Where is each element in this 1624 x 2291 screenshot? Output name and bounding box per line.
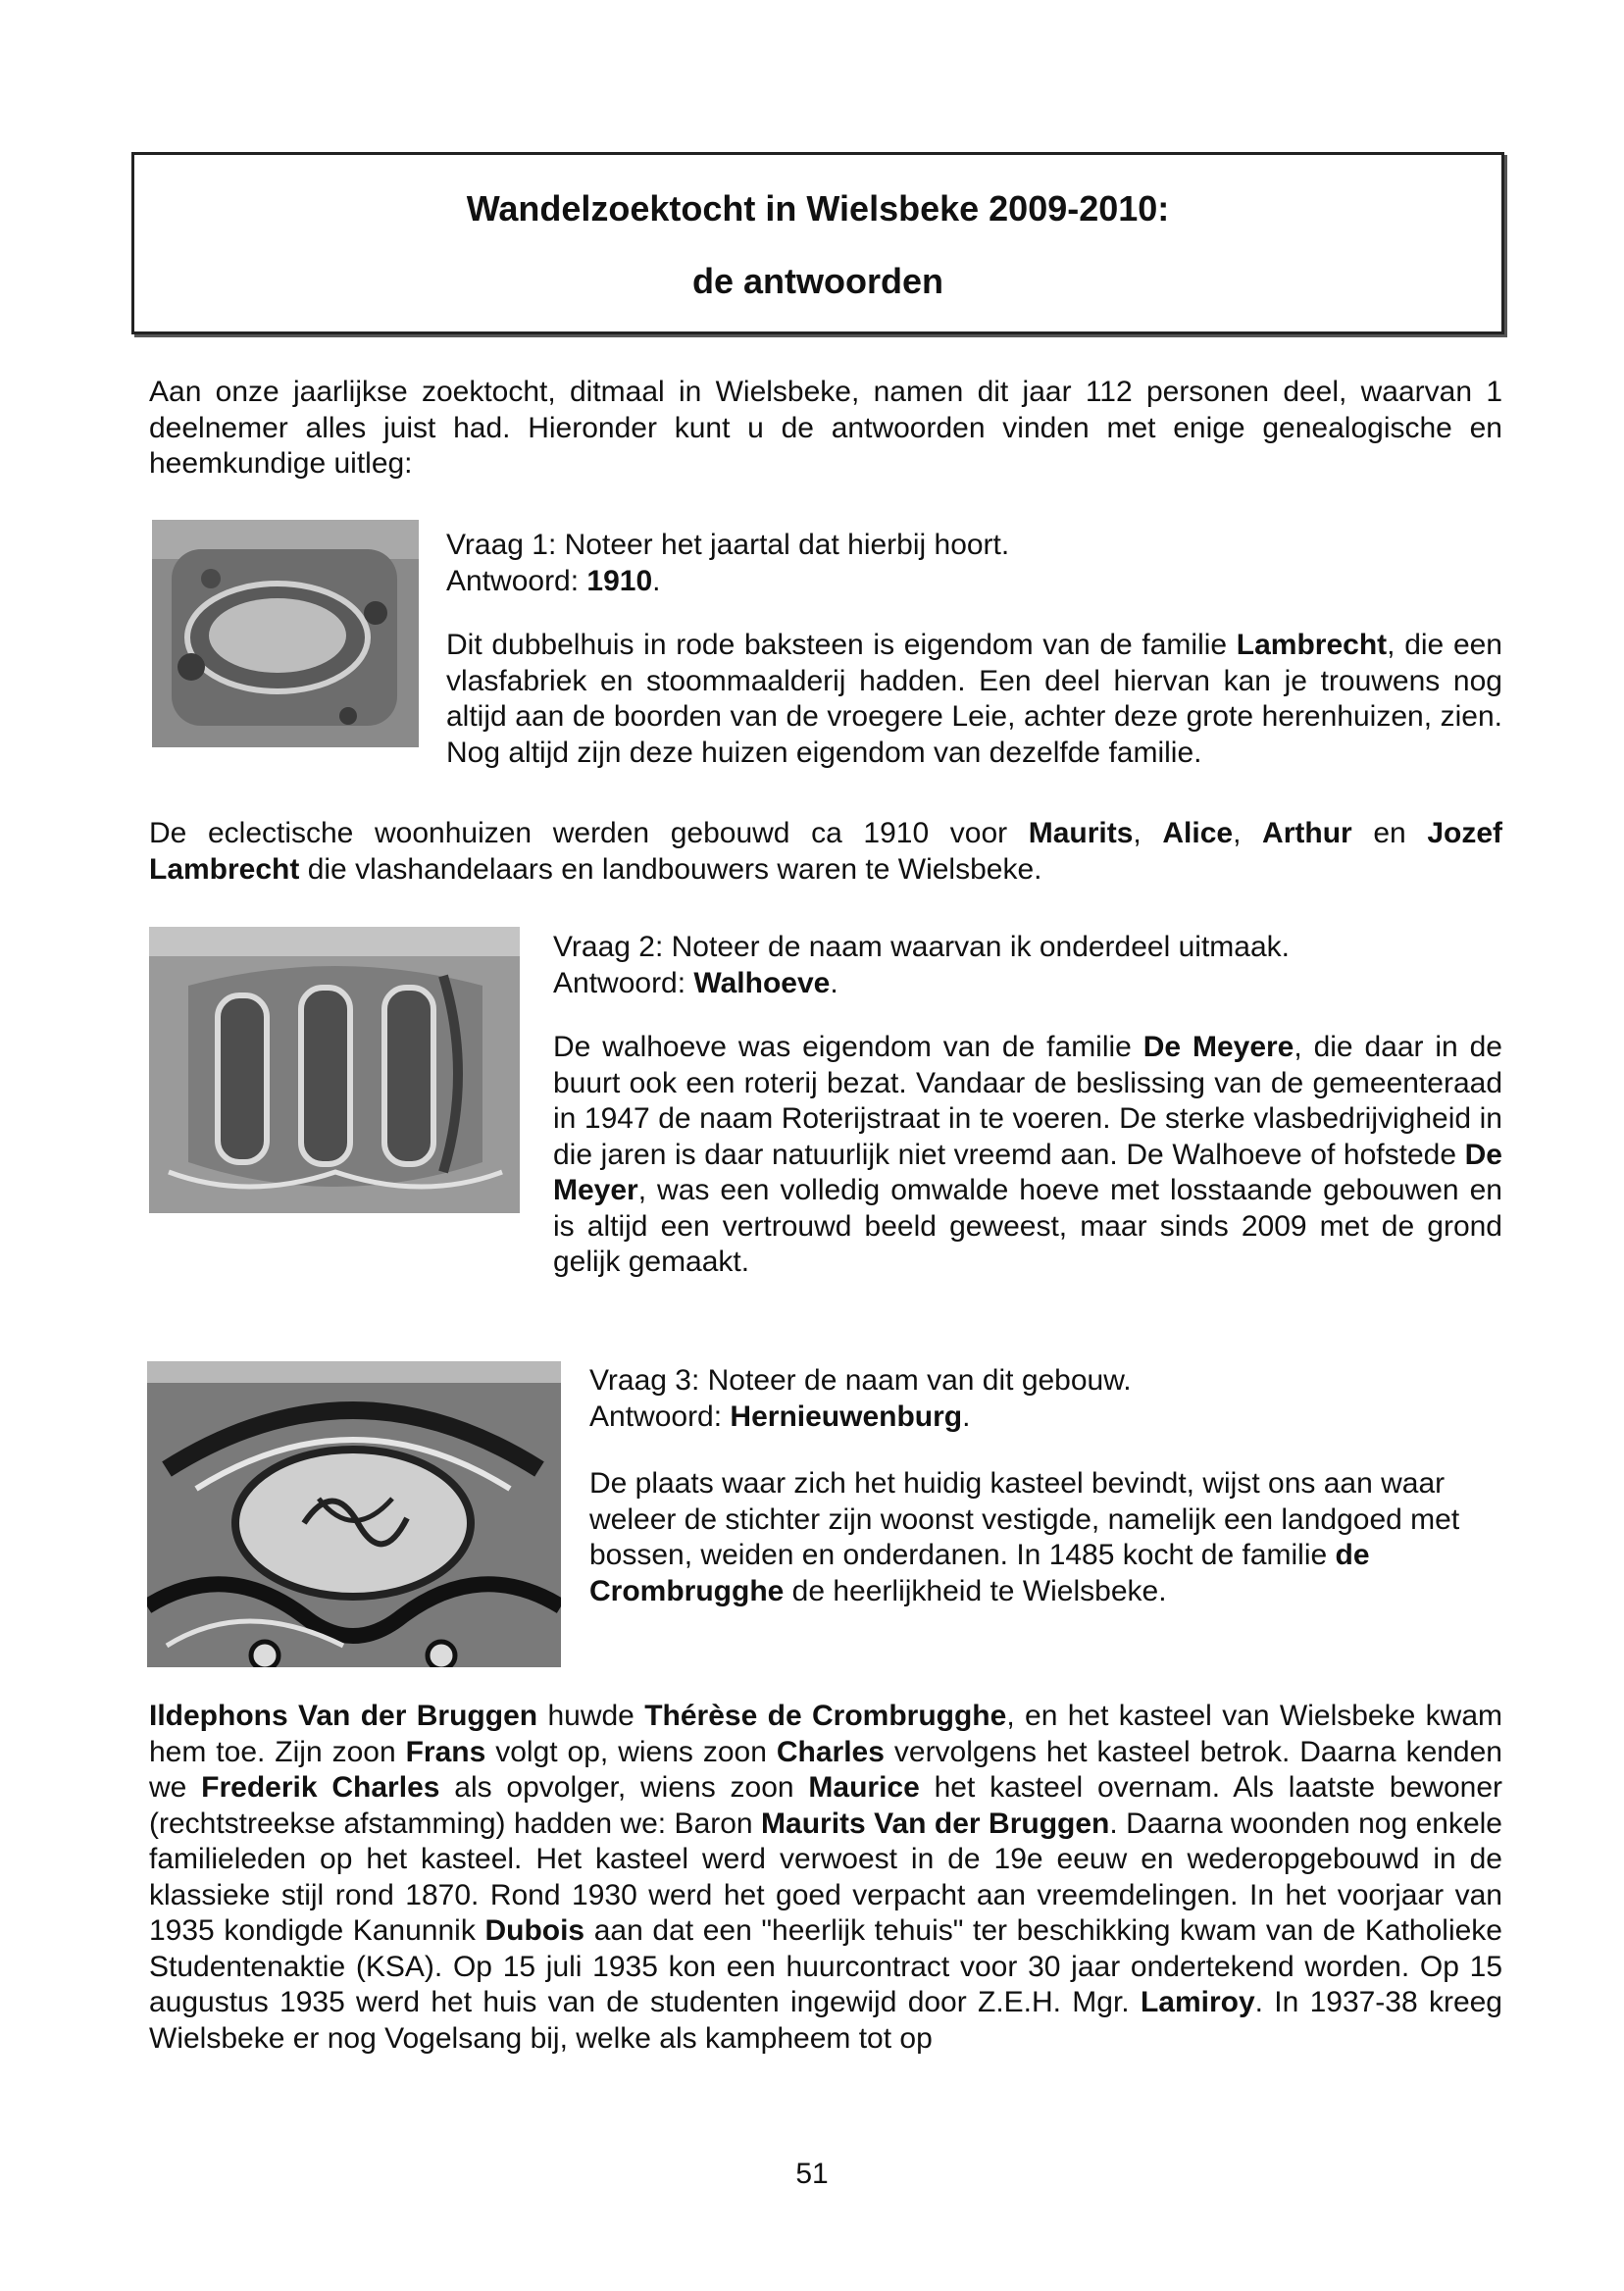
q1-history — [149, 816, 1502, 888]
q1-hist-g: en — [1351, 817, 1428, 849]
photo-bas-relief-oval — [152, 520, 419, 747]
hist-charles: Charles — [776, 1735, 885, 1768]
q1-expl-name: Lambrecht — [1236, 629, 1388, 661]
answer-2-label: Antwoord: — [553, 966, 694, 999]
q1-hist-a: De eclectische woonhuizen werden gebouwd ca 1910 voor — [149, 817, 1029, 849]
q2-expl-demeyer: De Meyer — [553, 1138, 1502, 1206]
hist-frans: Frans — [405, 1735, 486, 1768]
q1-expl-text-a: Dit dubbelhuis in rode baksteen is eigendom van de familie — [446, 629, 1237, 661]
hist-s2: huwde — [537, 1700, 645, 1732]
hist-s18: . In 1937-38 kreeg Wielsbeke er nog Vogelsang bij, welke als kampheem tot op — [149, 1986, 1502, 2055]
question-3: Vraag 3: Noteer de naam van dit gebouw. Antwoord: Hernieuwenburg. — [589, 1364, 1132, 1433]
hist-s6: volgt op, wiens zoon — [485, 1735, 777, 1768]
hist-ildephons: Ildephons Van der Bruggen — [149, 1700, 538, 1732]
hist-frederik: Frederik Charles — [201, 1771, 440, 1804]
q1-hist-jozef: Jozef Lambrecht — [149, 817, 1502, 886]
question-2: Vraag 2: Noteer de naam waarvan ik onderdeel uitmaak. Antwoord: Walhoeve. — [553, 931, 1290, 999]
question-1: Vraag 1: Noteer het jaartal dat hierbij hoort. Antwoord: 1910. — [446, 529, 1010, 597]
q1-hist-i: die vlashandelaars en landbouwers waren te Wielsbeke. — [299, 852, 1042, 886]
page-subtitle: de antwoorden — [691, 261, 943, 301]
q3-expl-a: De plaats waar zich het huidig kasteel bevindt, wijst ons aan waar weleer de stichter zijn woonst vestigde, namelijk een landgoed met bossen, weiden en onderdanen. In 1485 kocht de familie — [589, 1467, 1460, 1571]
q1-hist-c: , — [1133, 817, 1163, 849]
question-1-text: Vraag 1: Noteer het jaartal dat hierbij hoort. — [446, 529, 1010, 561]
hist-s16: aan dat een "heerlijk tehuis" ter beschikking kwam van de Katholieke Studentenaktie (KSA). Op 15 juli 1935 kon een huurcontract voor 30 jaar ondertekend worden. Op 15 augustus 1935 werd het huis van de studenten ingewijd door Z.E.H. Mgr. — [149, 1914, 1502, 2018]
hist-s10: als opvolger, wiens zoon — [439, 1771, 809, 1804]
q2-expl-c: , die daar in de buurt ook een roterij bezat. Vandaar de beslissing van de gemeenteraad in 1947 de naam Roterijstraat in te voeren. De sterke vlasbedrijvigheid in die jaren is daar natuurlijk niet vreemd aan. De Walhoeve of hofstede — [553, 1031, 1502, 1171]
hist-dubois: Dubois — [484, 1914, 585, 1947]
q1-hist-alice: Alice — [1162, 817, 1234, 849]
answer-3-label: Antwoord: — [589, 1400, 731, 1433]
q1-hist-arthur: Arthur — [1262, 817, 1352, 849]
answer-1-value: 1910 — [586, 564, 653, 597]
q3-expl-crombrugghe: de Crombrugghe — [589, 1539, 1370, 1607]
q1-hist-maurits: Maurits — [1028, 817, 1134, 849]
q3-explanation — [589, 1466, 1502, 1609]
hist-s14: . Daarna woonden nog enkele familieleden op het kasteel. Het kasteel werd verwoest in de 19e eeuw en wederopgebouwd in de klassieke stijl rond 1870. Rond 1930 werd het goed verpacht aan vreemdelingen. In het voorjaar van 1935 kondigde Kanunnik — [149, 1807, 1502, 1947]
q1-explanation — [446, 628, 1502, 771]
castle-history-paragraph — [149, 1699, 1502, 2057]
photo-ornamental-ironwork — [147, 1361, 561, 1667]
hist-s4: , en het kasteel van Wielsbeke kwam hem toe. Zijn zoon — [149, 1700, 1502, 1768]
question-2-text: Vraag 2: Noteer de naam waarvan ik onderdeel uitmaak. — [553, 931, 1290, 963]
q1-hist-e: , — [1233, 817, 1263, 849]
title-box — [131, 152, 1504, 334]
q2-expl-a: De walhoeve was eigendom van de familie — [553, 1031, 1143, 1063]
hist-s8: vervolgens het kasteel betrok. Daarna kenden we — [149, 1735, 1502, 1804]
question-3-text: Vraag 3: Noteer de naam van dit gebouw. — [589, 1364, 1132, 1397]
q2-expl-demeyere: De Meyere — [1142, 1031, 1294, 1063]
answer-3-value: Hernieuwenburg — [730, 1400, 963, 1433]
q1-expl-text-c: , die een vlasfabriek en stoommaalderij hadden. Een deel hiervan kan je trouwens nog altijd aan de boorden van de vroegere Leie, achter deze grote herenhuizen, zien. Nog altijd zijn deze huizen eigendom van dezelfde familie. — [446, 629, 1502, 769]
photo-carved-stone — [149, 927, 520, 1213]
intro-paragraph: Aan onze jaarlijkse zoektocht, ditmaal in Wielsbeke, namen dit jaar 112 personen deel, waarvan 1 deelnemer alles juist had. Hieronder kunt u de antwoorden vinden met enige genealogische en heemkundige uitleg: — [149, 376, 1502, 480]
q3-expl-c: de heerlijkheid te Wielsbeke. — [784, 1574, 1167, 1607]
page-number: 51 — [795, 2158, 829, 2190]
answer-1-label: Antwoord: — [446, 564, 587, 597]
hist-lamiroy: Lamiroy — [1140, 1986, 1255, 2018]
q2-explanation — [553, 1030, 1502, 1281]
hist-s12: het kasteel overnam. Als laatste bewoner (rechtstreekse afstamming) hadden we: Baron — [149, 1771, 1502, 1840]
page-title: Wandelzoektocht in Wielsbeke 2009-2010: — [466, 188, 1170, 229]
hist-therese: Thérèse de Crombrugghe — [644, 1700, 1007, 1732]
hist-maurice: Maurice — [808, 1771, 920, 1804]
q2-expl-e: , was een volledig omwalde hoeve met losstaande gebouwen en is altijd een vertrouwd beeld geweest, maar sinds 2009 met de grond gelijk gemaakt. — [553, 1174, 1502, 1278]
hist-maurits: Maurits Van der Bruggen — [761, 1807, 1110, 1840]
answer-2-value: Walhoeve — [693, 966, 831, 999]
